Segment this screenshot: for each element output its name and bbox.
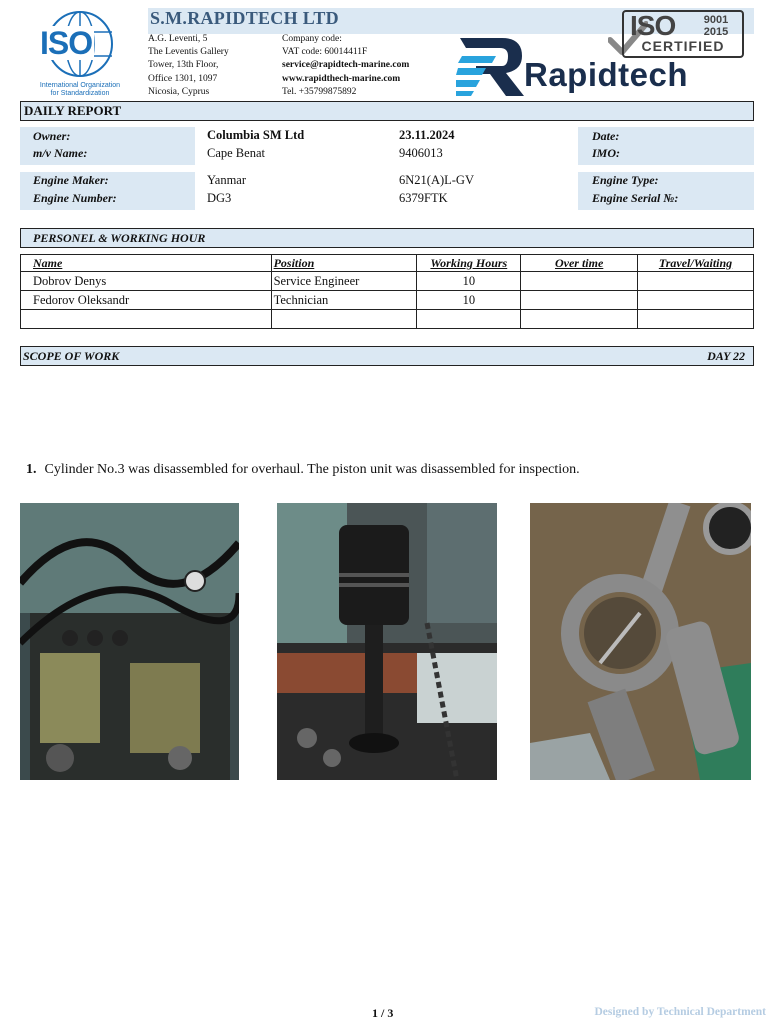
cell-overtime [521,310,638,329]
email-link[interactable]: service@rapidtech-marine.com [282,60,410,71]
iso-logo [30,8,130,98]
company-address [148,33,229,99]
date-value: 23.11.2024 [399,128,455,142]
address-line: Office 1301, 1097 [148,73,218,84]
phone-number: Tel. +35799875892 [282,86,357,97]
vessel-info [20,127,754,165]
personnel-bar [20,228,754,248]
iso-logo-word: ISO [40,25,93,61]
cell-travel [638,272,754,291]
table-header-row [21,255,754,272]
engine-type-labels [578,172,754,210]
scope-of-work-bar [20,346,754,366]
cell-hours [417,310,521,329]
company-contacts [282,33,409,99]
table-row [21,310,754,329]
company-name: S.M.RAPIDTECH LTD [150,8,339,28]
engine-number-label: Engine Number: [33,191,117,205]
imo-label: IMO: [592,146,621,160]
vat-code: VAT code: 60014411F [282,47,368,58]
engine-type-label: Engine Type: [592,173,659,187]
owner-label: Owner: [33,129,71,143]
engine-type-value: 6N21(A)L-GV [399,173,474,187]
day-number: DAY 22 [707,349,745,363]
col-name: Name [21,255,272,272]
iso-logo-caption: International Organization for Standardization [39,82,121,97]
col-position: Position [271,255,417,272]
address-line: Tower, 13th Floor, [148,60,219,71]
engine-labels [20,172,195,210]
page-number: 1 / 3 [372,1006,394,1020]
scope-item-number: 1. [26,462,37,477]
engine-number-value: DG3 [207,191,232,205]
imo-value: 9406013 [399,146,443,160]
cert-iso-text: ISO [630,10,676,41]
cell-travel [638,291,754,310]
daily-report-bar [20,101,754,121]
vessel-labels [20,127,195,165]
cell-overtime [521,272,638,291]
mv-name-value: Cape Benat [207,146,265,160]
address-line: Nicosia, Cyprus [148,86,210,97]
cell-overtime [521,291,638,310]
table-row [21,272,754,291]
cell-name: Fedorov Oleksandr [21,291,272,310]
brand-logo [456,36,746,98]
address-line: The Leventis Gallery [148,47,229,58]
cell-position: Service Engineer [271,272,417,291]
cell-travel [638,310,754,329]
date-imo-labels [578,127,754,165]
col-over-time: Over time [521,255,638,272]
personnel-table [20,254,754,329]
engine-serial-value: 6379FTK [399,191,448,205]
cert-label: CERTIFIED [641,38,725,54]
engine-serial-label: Engine Serial №: [592,191,679,205]
address-line: A.G. Leventi, 5 [148,34,208,44]
scope-item-text: Cylinder No.3 was disassembled for overhaul. The piston unit was disassembled for inspection. [44,462,580,477]
rapidtech-r-logo-icon [456,36,528,98]
cell-position: Technician [271,291,417,310]
personnel-title: PERSONEL & WORKING HOUR [33,231,206,245]
date-label: Date: [592,129,620,143]
engine-maker-label: Engine Maker: [33,173,109,187]
designed-by: Designed by Technical Department [594,1006,766,1018]
brand-name: Rapidtech [524,56,689,93]
photo-piston-removal [277,503,497,780]
website-link[interactable]: www.rapidthech-marine.com [282,73,401,84]
cell-name: Dobrov Denys [21,272,272,291]
mv-name-label: m/v Name: [33,146,88,160]
company-code: Company code: [282,34,342,44]
cell-name [21,310,272,329]
engine-maker-value: Yanmar [207,173,247,187]
owner-value: Columbia SM Ltd [207,128,305,142]
photo-cylinder-heads [20,503,239,780]
photo-connecting-rod [530,503,751,780]
col-working-hours: Working Hours [417,255,521,272]
table-row [21,291,754,310]
engine-info [20,172,754,210]
cell-hours: 10 [417,291,521,310]
daily-report-title: DAILY REPORT [24,103,122,118]
col-travel-waiting: Travel/Waiting [638,255,754,272]
cell-position [271,310,417,329]
scope-item [26,462,580,478]
scope-title: SCOPE OF WORK [23,349,120,363]
cert-year: 9001 2015 [703,14,729,38]
cell-hours: 10 [417,272,521,291]
